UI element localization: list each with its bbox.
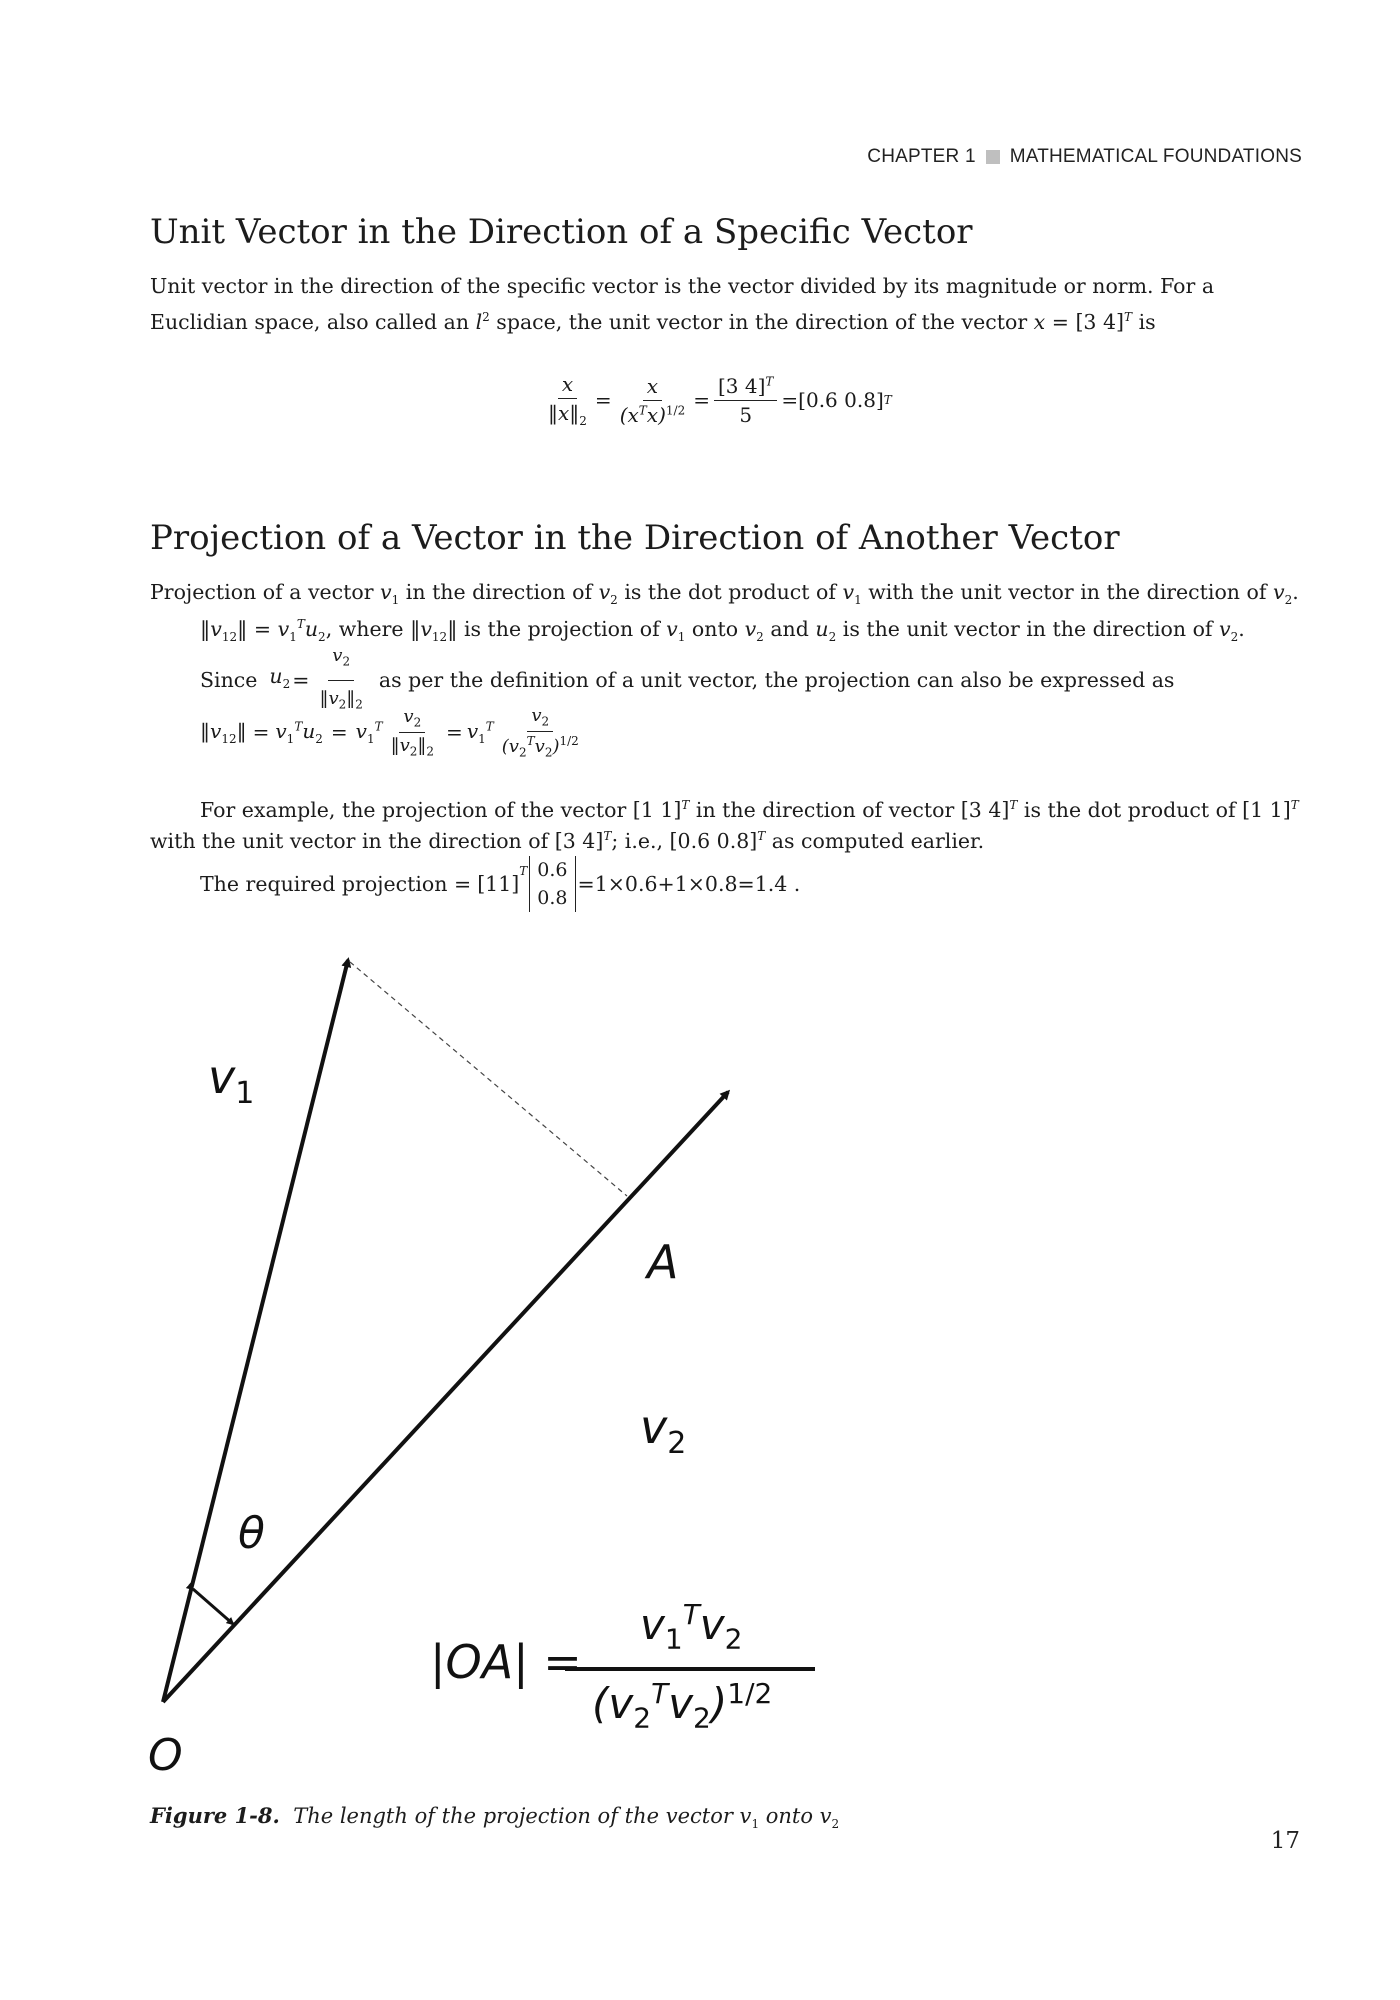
section1-vector-value: [3 4] (1075, 309, 1125, 334)
label-O: O (148, 1730, 183, 1781)
caption-number: Figure 1-8. (150, 1803, 280, 1828)
example-line1: For example, the projection of the vector [1 1]$^T$ in the direction of vector [3 4]$^T$ is the dot product of [1 1]$^T$ (200, 797, 1299, 822)
section1-line1: Unit vector in the direction of the specific vector is the vector divided by its magnitude or norm. For a (150, 274, 1215, 298)
matrix-bottom: 0.8 (537, 887, 568, 909)
vector-v1-arrow (163, 960, 348, 1702)
equation-result-value: [0.6 0.8] (798, 388, 884, 412)
example-line2: with the unit vector in the direction of [3 4]$^T$; i.e., [0.6 0.8]$^T$ as computed earlier. (150, 828, 985, 853)
ex-vec34-a: [3 4] (960, 797, 1010, 822)
caption-sub1: 1 (751, 1817, 760, 1832)
label-v2-sub: 2 (667, 1426, 687, 1462)
label-v2-text: v (640, 1400, 668, 1454)
label-theta: θ (238, 1508, 265, 1559)
section-heading-projection: Projection of a Vector in the Direction of Another Vector (150, 518, 1120, 558)
required-label: The required projection = (200, 871, 472, 896)
ex-line1-a: For example, the projection of the vector (200, 797, 633, 822)
ex-line2-b: ; i.e., (611, 828, 670, 853)
ex-line2-c: as computed earlier. (765, 828, 985, 853)
equation-vector-value: [3 4] (717, 373, 766, 398)
s2-line2-c: onto (685, 616, 745, 641)
s2-line2-a: , where (325, 616, 411, 641)
projection-dashed-line (350, 962, 627, 1196)
required-projection-line: The required projection = [11] $^T$ 0.6 0.8 =1×0.6+1×0.8=1.4 . (200, 856, 800, 912)
s2-since-word: Since (200, 667, 258, 692)
equation-projection: $‖v_{12}‖$ = $v_1^Tu_2$ = $v_1^T$ $\frac{v_2}{‖v_2‖_2}$ = $v_1^T$ $\frac{v_2}{(v_2^Tv_2)^{1/2}}$ (200, 705, 579, 760)
formula-lhs: |OA| = (430, 1635, 582, 1689)
section2-since-line: Since $u_2$ = $\frac{v_2}{‖v_2‖_2}$ as per the definition of a unit vector, the projection can also be expressed as (200, 640, 1174, 720)
ex-vec34-b: [3 4] (554, 828, 604, 853)
label-v1 (208, 1050, 254, 1111)
formula-numerator: $v_1^Tv_2$ (640, 1598, 743, 1656)
section1-line2-a: Euclidian space, also called an (150, 309, 476, 334)
ex-vec11-a: [1 1] (632, 797, 682, 822)
ex-line1-b: in the direction of vector (689, 797, 961, 822)
s2-since-text: as per the definition of a unit vector, the projection can also be expressed as (378, 667, 1175, 692)
ex-line2-a: with the unit vector in the direction of (150, 828, 555, 853)
s2-line2-b: is the projection of (457, 616, 667, 641)
required-result: =1×0.6+1×0.8=1.4 . (577, 871, 801, 896)
theta-angle-arrow (193, 1589, 233, 1624)
ex-line1-c: is the dot product of (1017, 797, 1243, 822)
section2-line1: Projection of a vector $v_1$ in the direction of $v_2$ is the dot product of $v_1$ with the unit vector in the direction of $v_2$. (150, 580, 1299, 608)
section2-line2: $‖v_{12}‖ = v_1^Tu_2$, where $‖v_{12}‖$ is the projection of $v_1$ onto $v_2$ and $u_2$ is the unit vector in the direction of $v_2$. (200, 616, 1245, 644)
section1-line2: Euclidian space, also called an $l^2$ space, the unit vector in the direction of the vector x = [3 4]$^T$ is (150, 309, 1156, 334)
section-heading-unit-vector: Unit Vector in the Direction of a Specific Vector (150, 212, 973, 252)
label-v1-text: v (208, 1050, 236, 1104)
caption-text: The length of the projection of the vector v (293, 1804, 752, 1828)
s2-line1-b: in the direction of (399, 580, 599, 604)
figure-caption (150, 1803, 839, 1831)
running-head-title: MATHEMATICAL FOUNDATIONS (1009, 146, 1302, 167)
s2-line2-d: and (763, 616, 816, 641)
ex-vec0608: [0.6 0.8] (669, 828, 758, 853)
formula-denominator: $(v_2^Tv_2)^{1/2}$ (592, 1677, 773, 1735)
section1-line2-b: space, the unit vector in the direction of the vector (489, 309, 1034, 334)
caption-sub2: 2 (831, 1817, 840, 1832)
page-number: 17 (1270, 1828, 1300, 1854)
label-A: A (647, 1235, 679, 1289)
caption-mid: onto v (759, 1804, 832, 1828)
equation-unit-vector: $\frac{x}{‖x‖_2}$ = $\frac{x}{(x^Tx)^{1/2}}$ = $\frac{[3 4]^T}{5}$ = [0.6 0.8] T (548, 372, 892, 428)
s2-line1-a: Projection of a vector (150, 580, 381, 604)
section1-line2-c: is (1132, 309, 1156, 334)
label-v2 (640, 1400, 686, 1461)
running-head-chapter: CHAPTER 1 (867, 146, 976, 167)
required-vec: [11] (477, 871, 520, 896)
s2-line1-c: is the dot product of (617, 580, 843, 604)
label-v1-sub: 1 (235, 1076, 255, 1112)
matrix-top: 0.6 (537, 859, 568, 881)
equation-denominator: 5 (739, 402, 753, 427)
s2-line2-e: is the unit vector in the direction of (836, 616, 1220, 641)
s2-line1-d: with the unit vector in the direction of (861, 580, 1273, 604)
ex-vec11-b: [1 1] (1242, 797, 1291, 822)
